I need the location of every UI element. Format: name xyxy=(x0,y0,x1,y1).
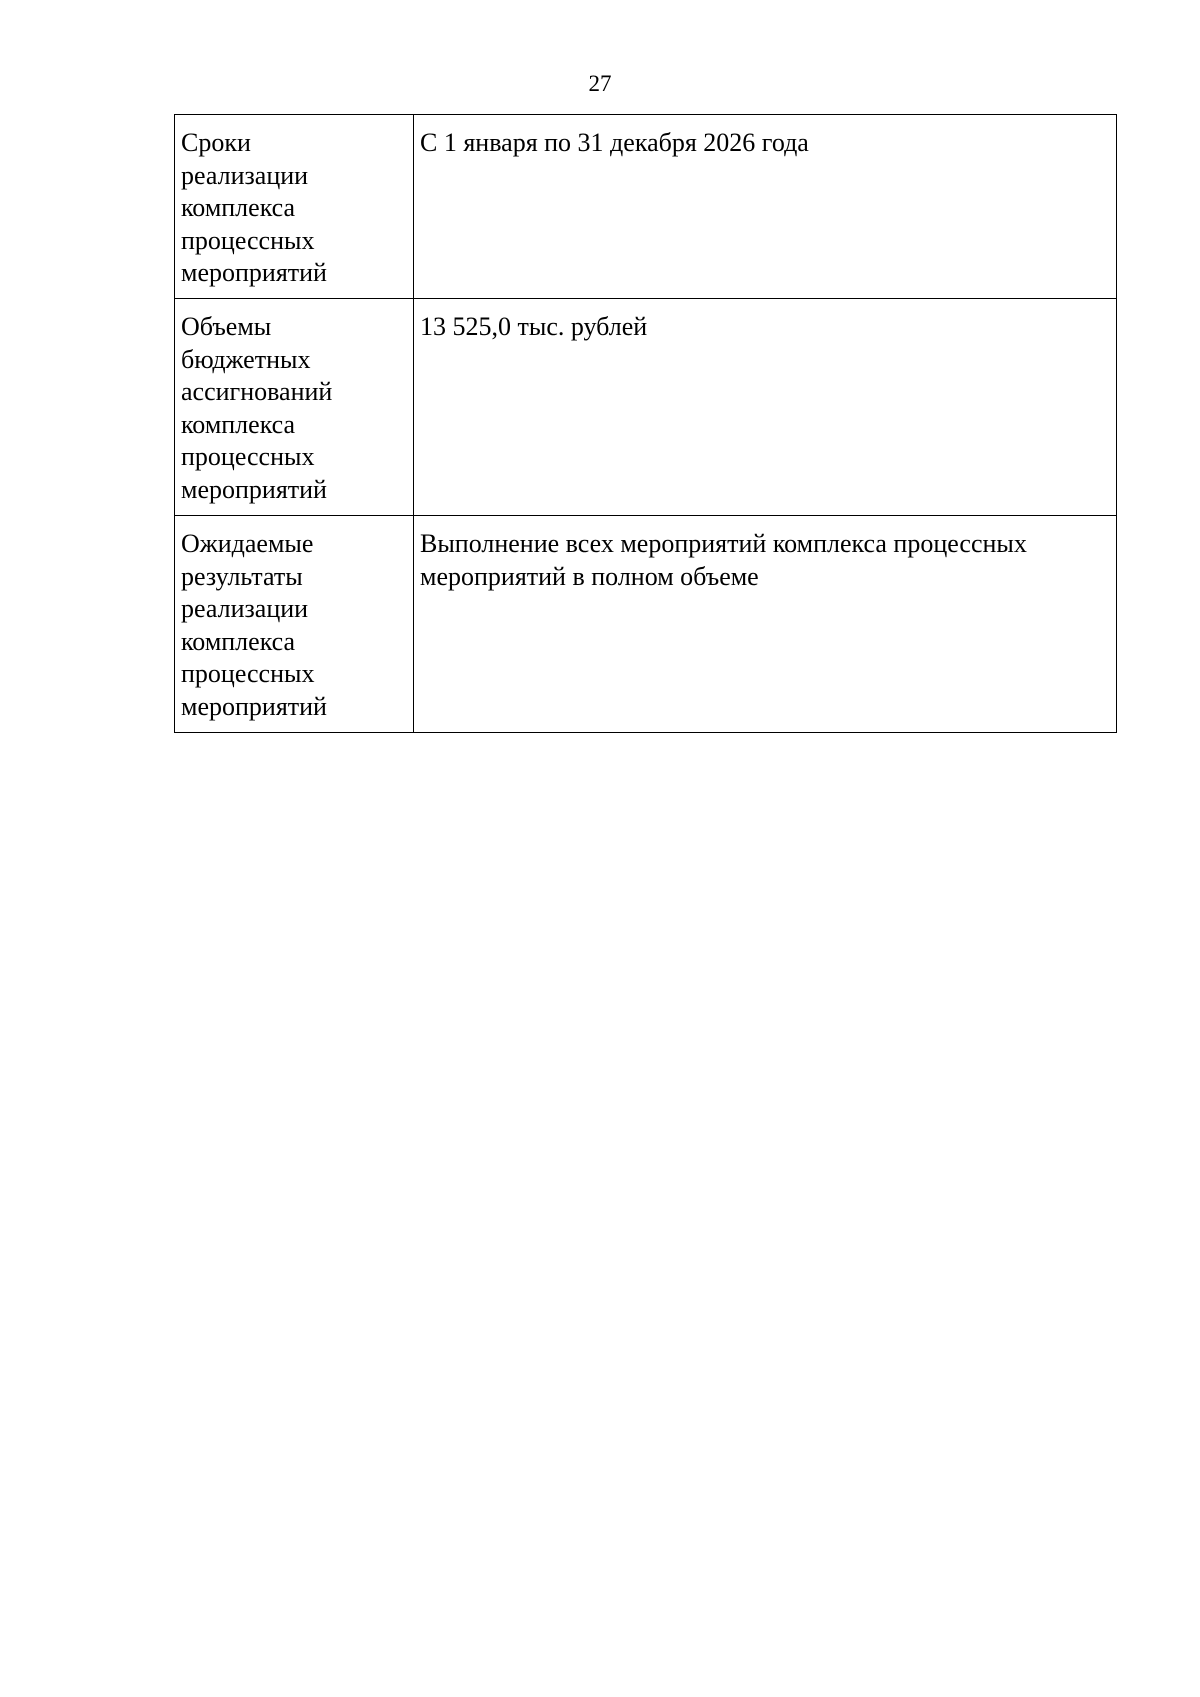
label-line: реализации xyxy=(181,160,309,190)
page-number: 27 xyxy=(588,71,612,96)
table-row-budget-allocations xyxy=(175,299,1117,516)
row-value-expected-results xyxy=(414,516,1117,733)
value-line: мероприятий в полном объеме xyxy=(420,561,759,591)
value-line: С 1 января по 31 декабря 2026 года xyxy=(420,128,809,157)
value-line: 13 525,0 тыс. рублей xyxy=(420,312,648,341)
row-value-budget-allocations xyxy=(414,299,1117,516)
label-line: Сроки xyxy=(181,128,251,157)
label-line: комплекса xyxy=(181,409,296,439)
label-line: процессных xyxy=(181,659,315,688)
label-line: Объемы xyxy=(181,312,272,341)
label-line: комплекса xyxy=(181,626,296,656)
label-line: Ожидаемые xyxy=(181,529,314,558)
table-row-expected-results xyxy=(175,516,1117,733)
label-line: бюджетных xyxy=(181,344,311,374)
table-row-implementation-period xyxy=(175,115,1117,299)
label-line: результаты xyxy=(181,561,303,591)
label-line: реализации xyxy=(181,594,309,623)
label-line: процессных xyxy=(181,225,315,255)
label-line: процессных xyxy=(181,442,315,471)
label-line: комплекса xyxy=(181,193,296,222)
row-label-budget-allocations xyxy=(175,299,414,516)
passport-table xyxy=(174,114,1117,733)
label-line: ассигнований xyxy=(181,377,333,406)
row-label-expected-results xyxy=(175,516,414,733)
row-value-implementation-period xyxy=(414,115,1117,299)
label-line: мероприятий xyxy=(181,474,327,504)
label-line: мероприятий xyxy=(181,691,327,721)
passport-table-body xyxy=(175,115,1117,733)
label-line: мероприятий xyxy=(181,258,327,287)
value-line: Выполнение всех мероприятий комплекса процессных xyxy=(420,529,1027,558)
row-label-implementation-period xyxy=(175,115,414,299)
